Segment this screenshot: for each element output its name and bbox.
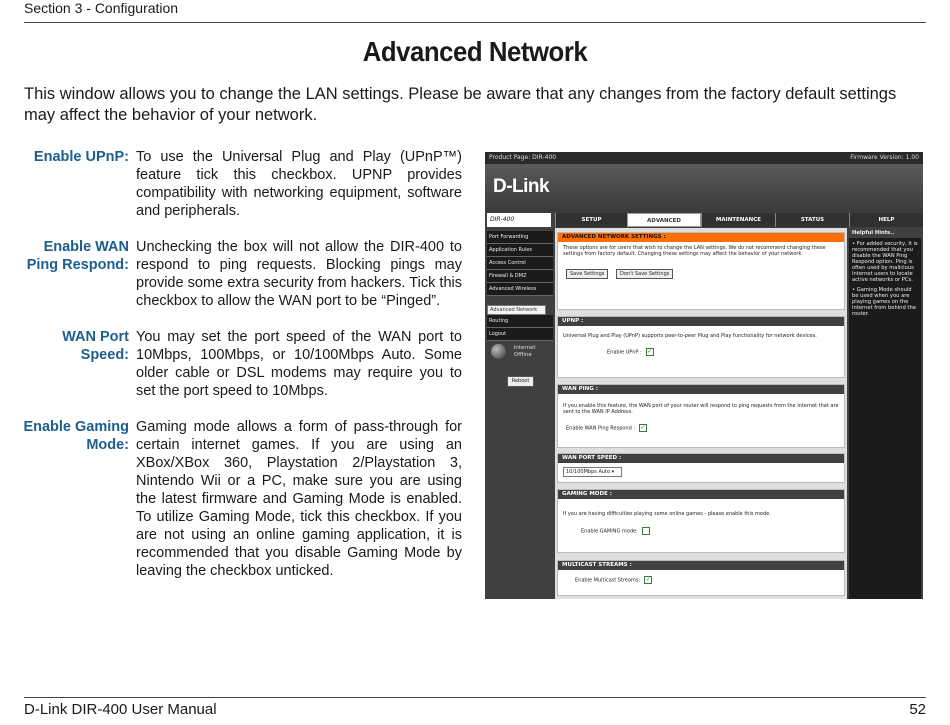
intro-paragraph: This window allows you to change the LAN settings. Please be aware that any changes from the factory default settings may affect the behavior of your network.	[24, 85, 897, 124]
settings-title: ADVANCED NETWORK SETTINGS :	[558, 233, 844, 242]
tab-maintenance[interactable]: MAINTENANCE	[701, 213, 775, 227]
multicast-streams-title: MULTICAST STREAMS :	[558, 561, 844, 570]
wan-port-speed-title: WAN PORT SPEED :	[558, 454, 844, 463]
footer-rule	[24, 697, 926, 698]
sidebar-item-advanced-network[interactable]: Advanced Network	[487, 305, 546, 315]
tab-status[interactable]: STATUS	[775, 213, 849, 227]
page-number: 52	[909, 701, 926, 718]
sidebar-item-firewall-dmz[interactable]: Firewall & DMZ	[487, 270, 553, 283]
upnp-text: Universal Plug and Play (UPnP) supports peer-to-peer Plug and Play functionality for network devices.	[563, 333, 817, 339]
hints-title: Helpful Hints..	[849, 228, 921, 238]
router-topbar	[485, 152, 923, 164]
globe-icon	[491, 344, 506, 359]
multicast-label: Enable Multicast Streams:	[575, 577, 641, 584]
firmware-label: Firmware Version: 1.00	[850, 154, 919, 161]
upnp-checkbox[interactable]: ✓	[647, 348, 653, 355]
model-label: DIR-400	[487, 213, 551, 227]
wan-ping-checkbox[interactable]: ✓	[640, 424, 646, 431]
gaming-mode-checkbox[interactable]	[642, 527, 650, 535]
term-enable-upnp: Enable UPnP:	[33, 149, 129, 165]
desc-enable-gaming-mode: Gaming mode allows a form of pass-through for certain internet games. If you are using an XBox/XBox 360, Playstation 2/Playstation 3, Nintendo Wii or a PC, make sure you are using the latest firmware and Gaming Mode is enabled. To utilize Gaming Mode, tick this checkbox. If you are not using an online gaming application, it is recommended that you disable Gaming Mode by leaving the checkbox unticked.	[136, 419, 462, 579]
page-title: Advanced Network	[362, 36, 588, 67]
sidebar-item-access-control[interactable]: Access Control	[487, 257, 553, 270]
sidebar-item-advanced-wireless[interactable]: Advanced Wireless	[487, 283, 553, 296]
gaming-mode-label: Enable GAMING mode:	[581, 528, 638, 535]
tab-help[interactable]: HELP	[849, 213, 923, 227]
footer-manual-title: D-Link DIR-400 User Manual	[24, 701, 217, 718]
hint-wan-ping: • For added security, it is recommended that you disable the WAN Ping Respond option. Ping is often used by malicious Internet users to locate active networks or PCs.	[852, 241, 918, 283]
router-screenshot	[485, 152, 923, 599]
upnp-title: UPNP :	[558, 317, 844, 326]
term-enable-wan-ping: Enable WAN Ping Respond:	[26, 239, 129, 273]
router-banner	[485, 164, 923, 212]
desc-enable-upnp: To use the Universal Plug and Play (UPnP™) feature tick this checkbox. UPNP provides compatibility with networking equipment, software and peripherals.	[136, 149, 462, 219]
status-internet: Internet	[513, 344, 536, 351]
header-rule	[24, 22, 926, 23]
status-offline: Offline	[513, 351, 532, 358]
wan-port-speed-select[interactable]	[563, 467, 622, 477]
desc-enable-wan-ping: Unchecking the box will not allow the DIR-400 to respond to ping requests. Blocking pings may provide some extra security from hackers. Tick this checkbox to allow the WAN port to be “Pinged”.	[136, 239, 462, 309]
product-page-label: Product Page: DIR-400	[489, 154, 557, 161]
router-main-panel	[555, 228, 847, 599]
helpful-hints-panel	[849, 228, 921, 599]
tab-setup[interactable]: SETUP	[555, 213, 627, 227]
section-header: Section 3 - Configuration	[24, 0, 179, 16]
gaming-mode-box	[557, 489, 845, 553]
save-settings-button[interactable]: Save Settings	[566, 269, 608, 279]
wan-port-speed-box	[557, 453, 845, 483]
multicast-checkbox[interactable]: ✓	[645, 576, 651, 583]
router-sidebar	[487, 231, 553, 341]
sidebar-item-routing[interactable]: Routing	[487, 315, 553, 328]
sidebar-item-logout[interactable]: Logout	[487, 328, 553, 341]
gaming-mode-title: GAMING MODE :	[558, 490, 844, 499]
hint-gaming-mode: • Gaming Mode should be used when you are playing games on the Internet from behind the router.	[852, 287, 916, 317]
dlink-logo: D-Link	[493, 176, 550, 197]
advanced-network-settings-box	[557, 232, 845, 310]
tab-advanced[interactable]: ADVANCED	[627, 213, 701, 227]
wan-ping-title: WAN PING :	[558, 385, 844, 394]
settings-text: These options are for users that wish to change the LAN settings. We do not recommend changing these settings from factory default. Changing these settings may affect the behavior of your network.	[563, 245, 826, 257]
gaming-mode-text: If you are having difficulties playing some online games - please enable this mode.	[563, 511, 771, 517]
chevron-down-icon: ▾	[611, 469, 615, 475]
term-wan-port-speed: WAN Port Speed:	[62, 329, 129, 363]
sidebar-item-application-rules[interactable]: Application Rules	[487, 244, 553, 257]
internet-status	[491, 344, 536, 359]
upnp-label: Enable UPnP :	[607, 349, 642, 356]
sidebar-item-port-forwarding[interactable]: Port Forwarding	[487, 231, 553, 244]
wan-port-speed-value: 10/100Mbps Auto	[566, 469, 611, 475]
wan-ping-box	[557, 384, 845, 448]
upnp-box	[557, 316, 845, 378]
wan-ping-text: If you enable this feature, the WAN port of your router will respond to ping requests from the Internet that are sent to the WAN IP Address.	[563, 403, 839, 415]
term-enable-gaming-mode: Enable Gaming Mode:	[23, 419, 129, 453]
dont-save-settings-button[interactable]: Don't Save Settings	[616, 269, 673, 279]
desc-wan-port-speed: You may set the port speed of the WAN port to 10Mbps, 100Mbps, or 10/100Mbps Auto. Some older cable or DSL modems may require you to set the port speed to 10Mbps.	[136, 329, 462, 399]
multicast-streams-box	[557, 560, 845, 596]
reboot-button[interactable]: Reboot	[507, 376, 534, 387]
wan-ping-label: Enable WAN Ping Respond :	[566, 425, 636, 432]
